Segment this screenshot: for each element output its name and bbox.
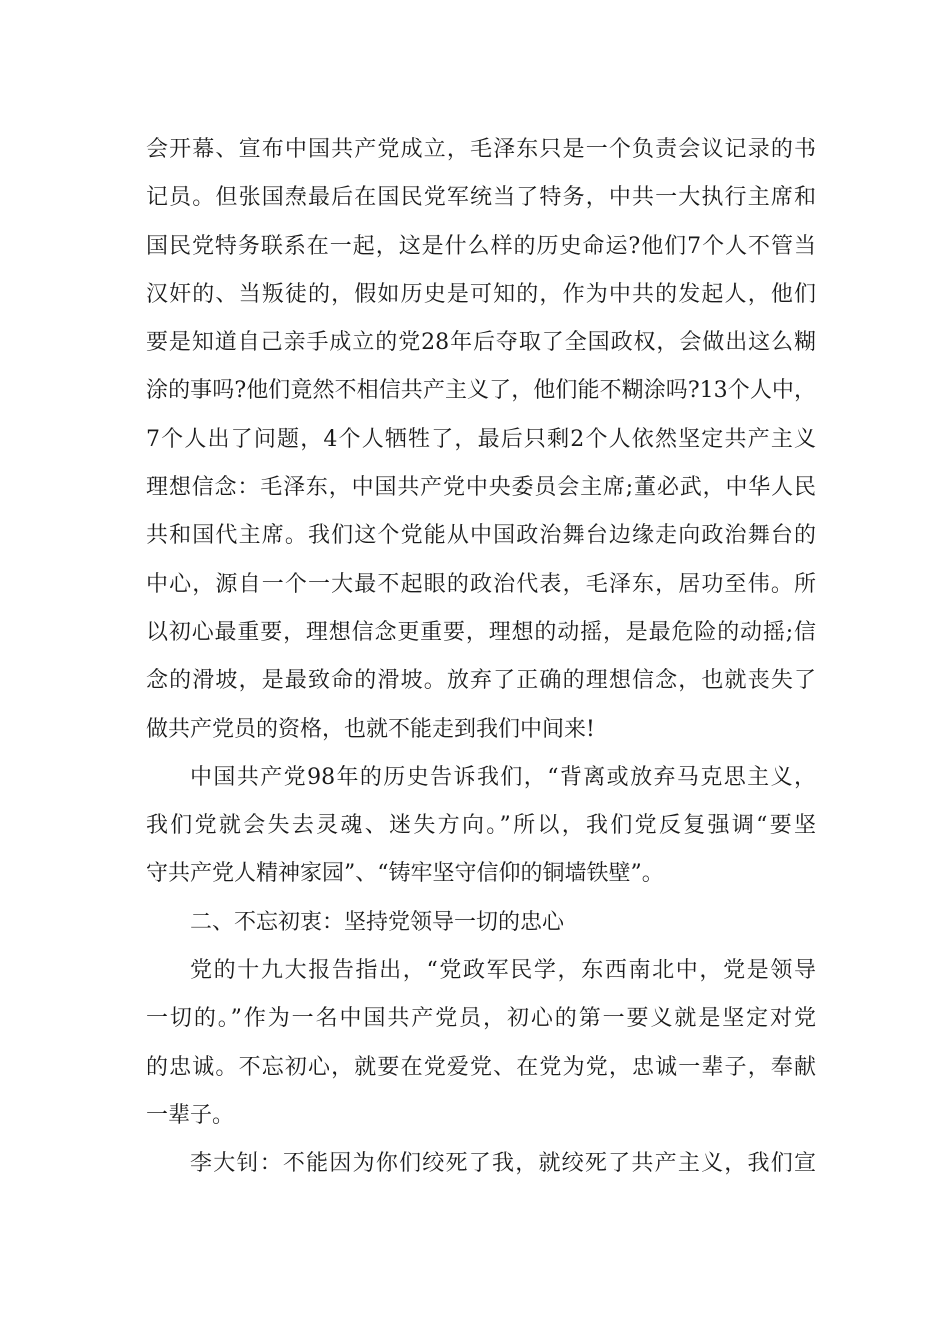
text-line: 要是知道自己亲手成立的党28年后夺取了全国政权，会做出这么糊: [146, 330, 816, 356]
text-line: 共和国代主席。我们这个党能从中国政治舞台边缘走向政治舞台的: [146, 523, 816, 549]
text-line: 一切的。”作为一名中国共产党员，初心的第一要义就是坚定对党: [146, 1006, 816, 1032]
text-line: 守共产党人精神家园”、“铸牢坚守信仰的铜墙铁壁”。: [146, 861, 664, 887]
text-line: 的忠诚。不忘初心，就要在党爱党、在党为党，忠诚一辈子，奉献: [146, 1054, 816, 1080]
text-line: 党的十九大报告指出，“党政军民学，东西南北中，党是领导: [190, 958, 816, 984]
text-line: 念的滑坡，是最致命的滑坡。放弃了正确的理想信念，也就丧失了: [146, 668, 816, 694]
text-line: 一辈子。: [146, 1102, 235, 1128]
text-line: 汉奸的、当叛徒的，假如历史是可知的，作为中共的发起人，他们: [146, 281, 816, 307]
document-body: [146, 126, 816, 1189]
text-line: 理想信念：毛泽东，中国共产党中央委员会主席;董必武，中华人民: [146, 475, 816, 501]
text-line: 以初心最重要，理想信念更重要，理想的动摇，是最危险的动摇;信: [146, 619, 816, 645]
text-line: 我们党就会失去灵魂、迷失方向。”所以，我们党反复强调“要坚: [146, 813, 816, 839]
text-line: 中国共产党98年的历史告诉我们，“背离或放弃马克思主义，: [190, 764, 816, 790]
text-line: 李大钊：不能因为你们绞死了我，就绞死了共产主义，我们宣: [190, 1151, 816, 1177]
text-line: 中心，源自一个一大最不起眼的政治代表，毛泽东，居功至伟。所: [146, 571, 816, 597]
text-line: 记员。但张国焘最后在国民党军统当了特务，中共一大执行主席和: [146, 185, 816, 211]
text-line: 7个人出了问题，4个人牺牲了，最后只剩2个人依然坚定共产主义: [146, 426, 816, 452]
text-line: 做共产党员的资格，也就不能走到我们中间来!: [146, 716, 595, 742]
text-line: 涂的事吗?他们竟然不相信共产主义了，他们能不糊涂吗?13个人中，: [146, 378, 816, 404]
text-line: 国民党特务联系在一起，这是什么样的历史命运?他们7个人不管当: [146, 233, 816, 259]
text-line: 会开幕、宣布中国共产党成立，毛泽东只是一个负责会议记录的书: [146, 137, 816, 162]
section-heading: 二、不忘初衷：坚持党领导一切的忠心: [190, 909, 565, 935]
